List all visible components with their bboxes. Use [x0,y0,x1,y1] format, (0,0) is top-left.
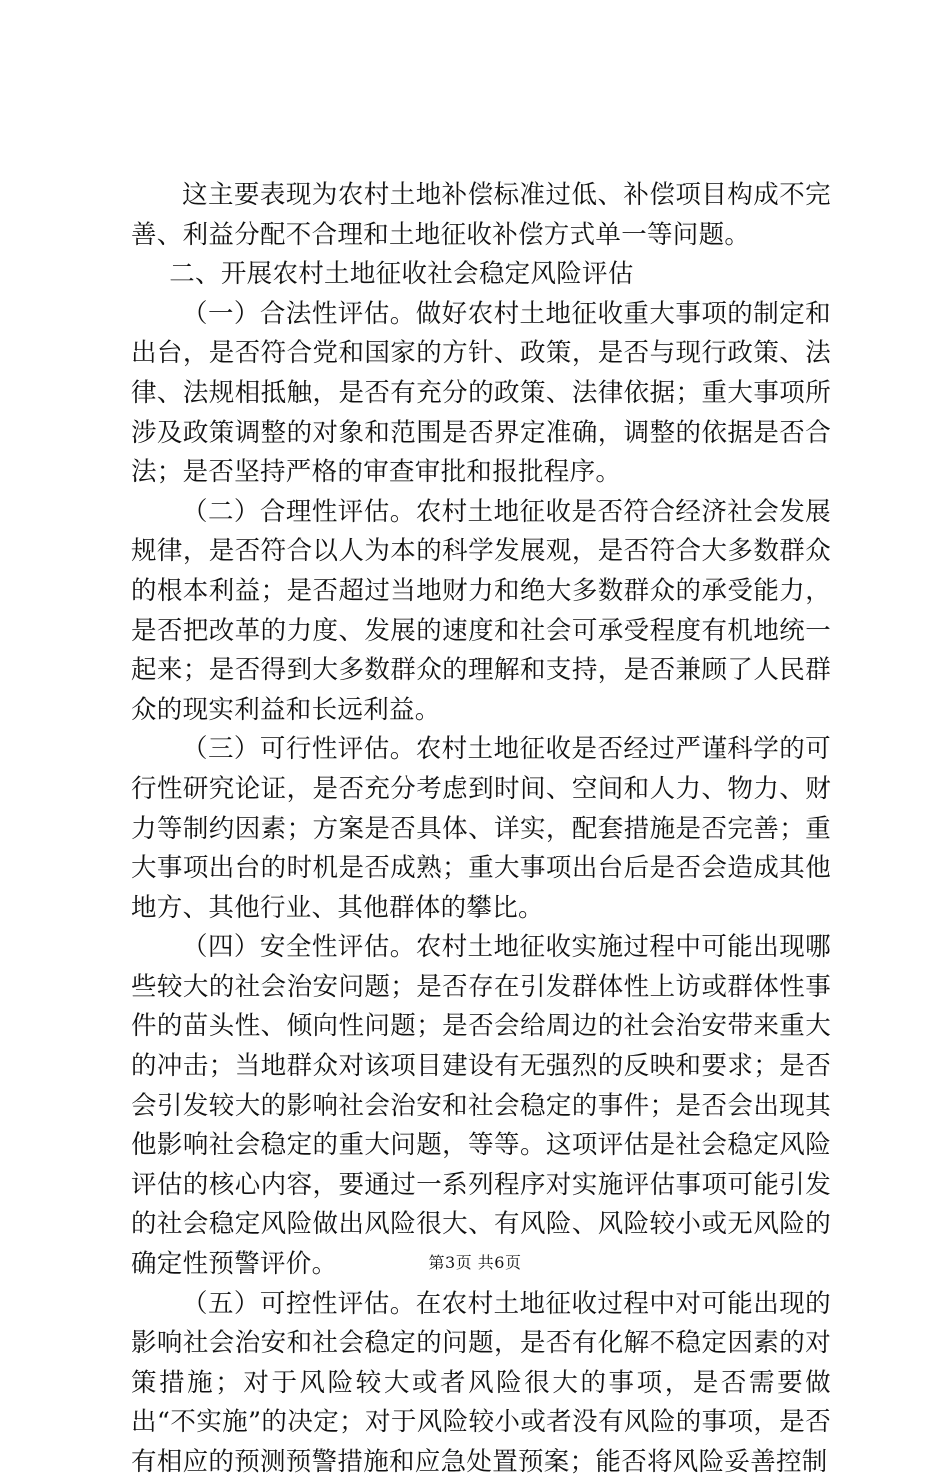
section-heading: 二、开展农村土地征收社会稳定风险评估 [169,259,634,290]
paragraph-feasibility: （三）可行性评估。农村土地征收是否经过严谨科学的可行性研究论证，是否充分考虑到时间、空间和人力、物力、财力等制约因素；方案是否具体、详实，配套措施是否完善；重大事项出台的时机是否成熟；重大事项出台后是否会造成其他地方、其他行业、其他群体的攀比。 [131,734,831,923]
paragraph-controllability: （五）可控性评估。在农村土地征收过程中对可能出现的影响社会治安和社会稳定的问题，是否有化解不稳定因素的对策措施；对于风险较大或者风险很大的事项，是否需要做出“不实施”的决定；对于风险较小或者没有风险的事项，是否有相应的预测预警措施和应急处置预案；能否将风险妥善控制 [131,1288,831,1477]
page-footer: 第3页 共6页 [428,1253,522,1272]
paragraph-intro: 这主要表现为农村土地补偿标准过低、补偿项目构成不完善、利益分配不合理和土地征收补偿方式单一等问题。 [131,180,831,250]
document-body [131,176,831,1483]
paragraph-safety: （四）安全性评估。农村土地征收实施过程中可能出现哪些较大的社会治安问题；是否存在引发群体性上访或群体性事件的苗头性、倾向性问题；是否会给周边的社会治安带来重大的冲击；当地群众对该项目建设有无强烈的反映和要求；是否会引发较大的影响社会治安和社会稳定的事件；是否会出现其他影响社会稳定的重大问题，等等。这项评估是社会稳定风险评估的核心内容，要通过一系列程序对实施评估事项可能引发的社会稳定风险做出风险很大、有风险、风险较小或无风险的确定性预警评价。 [131,932,831,1280]
paragraph-rationality: （二）合理性评估。农村土地征收是否符合经济社会发展规律，是否符合以人为本的科学发展观，是否符合大多数群众的根本利益；是否超过当地财力和绝大多数群众的承受能力，是否把改革的力度、发展的速度和社会可承受程度有机地统一起来；是否得到大多数群众的理解和支持，是否兼顾了人民群众的现实利益和长远利益。 [131,496,831,725]
paragraph-legality: （一）合法性评估。做好农村土地征收重大事项的制定和出台，是否符合党和国家的方针、政策，是否与现行政策、法律、法规相抵触，是否有充分的政策、法律依据；重大事项所涉及政策调整的对象和范围是否界定准确，调整的依据是否合法；是否坚持严格的审查审批和报批程序。 [131,298,831,488]
